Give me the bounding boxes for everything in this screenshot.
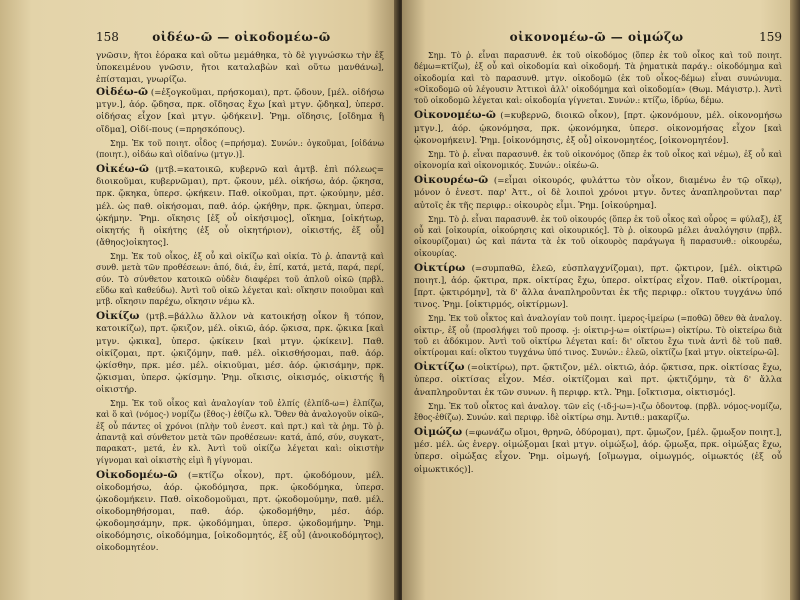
right-page-body [414, 50, 782, 476]
entry-note: Σημ. Ἐκ τοῦ οἶκτος καὶ ἀναλογίαν τοῦ ποιητ. ἱμερος-ἱμείρω (=ποθῶ) ὅθεν θὰ ἀναλογ. οἰκτιρ-, ἐξ οὗ (προσλήψει τοῦ προσφ. -j: οἰκτιρ-j-ω= οἰκτίρω=) οἰκτίρω. Τὸ οἰκτείρω διὰ τοῦ ει ἀδόκιμον. Ἀντὶ τοῦ οἰκτίρω λέγεται καί: δι' οἴκτου ἔχω τινὰ ἀντὶ δὲ τοῦ παθ. οἰκτίρομαι καί: οἴκτου τυγχάνω ὑπό τινος. Συνών.: ἐλεῶ, οἰκτίζω [καὶ μτγν. οἰκτείρω-ῶ]. [414, 314, 782, 358]
entry-note: Σημ. Τὸ ῥ. εἶναι παρασυνθ. ἐκ τοῦ οἰκουρός (ὅπερ ἐκ τοῦ οἶκος καὶ οὖρος = φύλαξ), ἐξ οὗ καὶ [οἰκουρία, οἰκούρησις καὶ οἰκουρικός]. Τὸ ῥ. οἰκουρῶ μέλει ἀναλόγησιν (πρβλ. οἰκουρίζομαι) ὡς καὶ πάντα τὰ ἐκ τοῦ οἰκουρὸς παράγωγα ἢ παρασυνθ.: οἰκουρέω, οἰκουρίας. [414, 214, 782, 258]
headword: Οἰκέω-ῶ [96, 163, 149, 176]
right-page-header [414, 30, 782, 44]
right-page [402, 0, 800, 600]
headword: Οἰκουρέω-ῶ [414, 174, 489, 187]
headword: Οἰδέω-ῶ [96, 86, 148, 99]
entry-note: Σημ. Τὸ ῥ. εἶναι παρασυνθ. ἐκ τοῦ οἰκοδόμος (ὅπερ ἐκ τοῦ οἶκος καὶ τοῦ ποιητ. δέμω=κτίζω), ἐξ οὗ καὶ οἰκοδομία καὶ οἰκοδομή. Τὰ ῥηματικὰ παράγ.: οἰκοδόμημα καὶ οἰκοδομία καὶ τὸ παρασυνθ. μτγν. οἰκοδομῶ (ἐκ τοῦ οἶκος-δέμω) εἶναι συνώνυμα. «Οἰκοδομῶ οὐ λέγουσιν Ἀττικοὶ ἀλλ' οἰκοδόμημα καὶ οἰκοδομία» (Θωμ. Μάγιστρ.). Ἀντὶ τοῦ οἰκοδομῶ λέγεται καὶ: οἰκοδομία γίγνεται. Συνών.: κτίζω, ἱδρύω, δέμω. [414, 51, 782, 106]
dictionary-entry [96, 310, 384, 396]
entry-text: (=συμπαθῶ, ἐλεῶ, εὐσπλαγχνίζομαι), πρτ. ᾤκτιρον, [μέλ. οἰκτιρῶ ποιητ.], ἀόρ. ᾤκτιρα, πρκ. οἰκτίρας ἔχω, ὑπερσ. οἰκτίρας εἶχον. Παθ. οἰκτίρομαι, [πρτ. ᾠκτιρόμην], τὰ δ' ἄλλα ἀναπληροῦνται ἐκ τῆς περιφρ.: οἴκτου τυγχάνω ὑπό τινος. Ῥημ. [οἰκτιρμός, οἰκτίρμων]. [414, 263, 783, 311]
running-head: οἰδέω-ῶ — οἰκοδομέω-ῶ [152, 30, 331, 44]
entry-text: (μτβ.=κατοικῶ, κυβερνῶ καὶ ἀμτβ. ἐπὶ πόλεως= διοικοῦμαι, κυβερνῶμαι), πρτ. ᾤκουν, μέλ. οἰκήσω, ἀόρ. ᾤκησα, πρκ. ᾤκηκα, ὑπερσ. ᾠκήκειν. Παθ. οἰκοῦμαι, πρτ. ᾠκούμην, μέσ. μέλ. ὡς παθ. οἰκήσομαι, παθ. ἀόρ. ᾠκήθην, πρκ. ᾤκημαι, ὑπερσ. ᾠκήμην. Ῥημ. οἴκησις [ἐξ οὗ οἰκήσιμος], οἴκημα, [οἰκήτωρ, οἰκητής ἢ οἰκήτης (ἐξ οὗ οἰκητήριον), οἰκιστής, ἐξ οὗ] (ἄθηος)οἰκητος]. [96, 165, 384, 248]
text-paragraph: γνῶσιν, ἤτοι ἑόρακα καὶ οὕτω μεμάθηκα, τὸ δὲ γιγνώσκω τὴν ἐξ ὑποκειμένου γνῶσιν, ἤτοι καταλαβὼν καὶ οὕτω μανθάνω], ἐπίσταμαι, γνωρίζω. [96, 51, 384, 86]
headword: Οἰκίζω [96, 310, 140, 323]
dictionary-entry [414, 109, 782, 146]
dictionary-entry [96, 86, 384, 135]
entry-note: Σημ. Τὸ ῥ. εἶναι παρασυνθ. ἐκ τοῦ οἰκονόμος (ὅπερ ἐκ τοῦ οἶκος καὶ νέμω), ἐξ οὗ καὶ οἰκονομία καὶ οἰκονομικός. Συνών.: οἰκέω-ῶ. [414, 149, 782, 171]
entry-note: Σημ. Ἐκ τοῦ οἶκτος καὶ ἀναλογ. τῶν εἰς (-ιδ-j-ω=)-ιζω ὀδοντοφ. (πρβλ. νόμος-νομίζω, ἔθος-ἐθίζω). Συνών. καὶ περιφρ. ἰδὲ οἰκτίρω σημ. Ἀντιθ.: μακαρίζω. [414, 401, 782, 422]
entry-text: (=οἰκτίρω), πρτ. ᾤκτιζον, μέλ. οἰκτιῶ, ἀόρ. ᾤκτισα, πρκ. οἰκτίσας ἔχω, ὑπερσ. οἰκτίσας εἶχον. Μέσ. οἰκτίζομαι καὶ πρτ. ᾠκτιζόμην, τὰ δ' ἄλλα ἀναπληροῦνται ἐκ τῶν συνων. ἢ περιφρ. κτλ. Ῥημ. [οἴκτισμα, οἰκτισμός]. [414, 363, 782, 398]
entry-text: (=εἶμαι οἰκουρός, φυλάττω τὸν οἶκον, διαμένω ἐν τῷ οἴκῳ), μόνον ὁ ἐνεστ. παρ' Ἀττ., οἱ δὲ λοιποὶ χρόνοι μτγν. ὄντες ἀναπληροῦνται παρ' αὐτοῖς ἐκ τῆς περιφρ.: οἰκουρὸς εἶμι. Ῥημ. [οἰκούρημα]. [414, 176, 782, 211]
entry-text: (=κυβερνῶ, διοικῶ οἶκον), [πρτ. ᾠκονόμουν, μέλ. οἰκονομήσω μτγν.], ἀόρ. ᾠκονόμησα, πρκ. ᾠκονόμηκα, ὑπερσ. οἰκονομήσας εἶχον [καὶ ᾠκονομήκειν]. Ῥημ. [οἰκονόμησις, ἐξ οὗ] οἰκονομητέος, [οἰκονομητέον]. [414, 111, 783, 146]
page-number: 159 [759, 30, 782, 44]
dictionary-entry [414, 262, 782, 311]
headword: Οἰκονομέω-ῶ [414, 109, 496, 122]
headword: Οἰκοδομέω-ῶ [96, 468, 178, 481]
left-page-body [96, 50, 384, 554]
entry-note: Σημ. Ἐκ τοῦ οἶκος, ἐξ οὗ καὶ οἰκίζω καὶ οἰκία. Τὸ ῥ. ἁπαντᾷ καὶ συνθ. μετὰ τῶν προθέσεων: ἀπό, διά, ἐν, ἐπί, κατά, μετά, παρά, περί, σύν. Τὸ σύνθετον κατοικῶ οὐδὲν διαφέρει τοῦ ἁπλοῦ οἰκῶ (πρβλ. εὕδω καὶ καθεύδω). Ἀντὶ τοῦ οἰκῶ λέγεται καὶ: οἴκησιν ποιοῦμαι καὶ μτβ. οἴκησιν παρέχω, οἴκησιν νέμω κλ. [96, 251, 384, 307]
dictionary-entry [96, 163, 384, 249]
entry-text: (=κτίζω οἶκον), πρτ. ᾠκοδόμουν, μέλ. οἰκοδομήσω, ἀόρ. ᾠκοδόμησα, πρκ. ᾠκοδόμηκα, ὑπερσ. ᾠκοδομήκειν. Παθ. οἰκοδομοῦμαι, πρτ. ᾠκοδομούμην, παθ. μέλ. οἰκοδομηθήσομαι, παθ. ἀόρ. ᾠκοδομήθην, μέσ. ἀόρ. ᾠκοδομησάμην, πρκ. ᾠκοδόμημαι, ὑπερσ. ᾠκοδομήμην. Ῥημ. οἰκοδόμησις, οἰκοδόμημα, [οἰκοδομητός, ἐξ οὗ] (ἀνοικοδόμητος), οἰκοδομητέον. [96, 470, 385, 554]
running-head: οἰκονομέω-ῶ — οἰμώζω [509, 30, 684, 44]
left-page [0, 0, 398, 600]
dictionary-entry [414, 426, 782, 475]
dictionary-entry [414, 174, 782, 211]
entry-text: (=ἐξογκοῦμαι, πρήσκομαι), πρτ. ᾤδουν, [μέλ. οἰδήσω μτγν.], ἀόρ. ᾤδησα, πρκ. οἴδησας ἔχω [καὶ μτγν. ᾤδηκα], ὑπερσ. οἰδήσας εἶχον [καὶ μτγν. ᾠδήκειν]. Ῥημ. οἴδησις, [οἴδημα ἢ οἴδμα], Οἰδί-πους (=πρησκόπους). [96, 88, 384, 135]
left-page-header [96, 30, 384, 44]
headword: Οἰκτίζω [414, 361, 465, 374]
right-page-edge [790, 0, 800, 600]
entry-note: Σημ. Ἐκ τοῦ οἶκος καὶ ἀναλογίαν τοῦ ἐλπίς (ἐλπίδ-ω=) ἐλπίζω, καὶ ὅ καὶ (νόμος-) νομίζω (ἔθος-) ἐθίζω κλ. Ὅθεν θὰ ἀναλογοῦν οἰκῶ-, ἐξ οὗ πάντες οἱ χρόνοι (πλὴν τοῦ ἐνεστ. καὶ πρτ.) καὶ τὰ ῥημ. Τὸ ῥ. ἁπαντᾷ καὶ σύνθετον μετὰ τῶν προθέσεων: κατά, ἀπό, σύν, συγκατ-, παρακατ-, μετά, ἐν κλ. Ἀντὶ τοῦ οἰκίζω λέγεται καὶ: οἰκιστὴν γίγνομαι καὶ οἰκιστὴς εἰμὶ ἢ γίγνομαι. [96, 399, 384, 465]
entry-note: Σημ. Ἐκ τοῦ ποιητ. οἶδος (=πρήσμα). Συνών.: ὀγκοῦμαι, [οἰδάνω (ποιητ.), οἰδάω καὶ οἰδαίνω (μτγν.)]. [96, 138, 384, 159]
entry-text: (μτβ.=βάλλω ἄλλον νὰ κατοικήσῃ οἶκον ἢ τόπον, κατοικίζω), πρτ. ᾤκιζον, μέλ. οἰκιῶ, ἀόρ. ᾤκισα, πρκ. ᾤκικα [καὶ μτγν. ᾠκικα], ὑπερσ. ᾠκίκειν [καὶ μτγν. ᾠκίκειν]. Παθ. οἰκίζομαι, πρτ. ᾠκιζόμην, παθ. μέλ. οἰκισθήσομαι, παθ. ἀόρ. ᾠκίσθην, πρκ. μέσ. μέλ. οἰκιοῦμαι, μέσ. ἀόρ. ᾠκισάμην, πρκ. ᾤκισμαι, ὑπερσ. ᾠκίσμην. Ῥημ. οἴκισις, οἰκισμός, οἰκιστής ἢ οἰκιστήρ. [96, 312, 385, 395]
headword: Οἰκτίρω [414, 261, 466, 274]
headword: Οἰμώζω [414, 426, 463, 439]
dictionary-entry [414, 361, 782, 398]
page-number: 158 [96, 30, 119, 44]
entry-text: (=φωνάζω οἴμοι, θρηνῶ, ὀδύρομαι), πρτ. ᾤμωζον, [μέλ. ᾤμωξον ποιητ.], μέσ. μέλ. ὡς ἐνεργ. οἰμώξομαι [καὶ μτγν. οἰμώξω], ἀόρ. ᾤμωξα, πρκ. οἰμώξας ἔχω, ὑπερσ. οἰμώξας εἶχον. Ῥημ. οἰμωγή, [οἴμωγμα, οἰμωγμός, οἰμωκτός (ἐξ οὗ οἰμωκτικός)]. [414, 428, 782, 475]
dictionary-entry [96, 469, 384, 555]
